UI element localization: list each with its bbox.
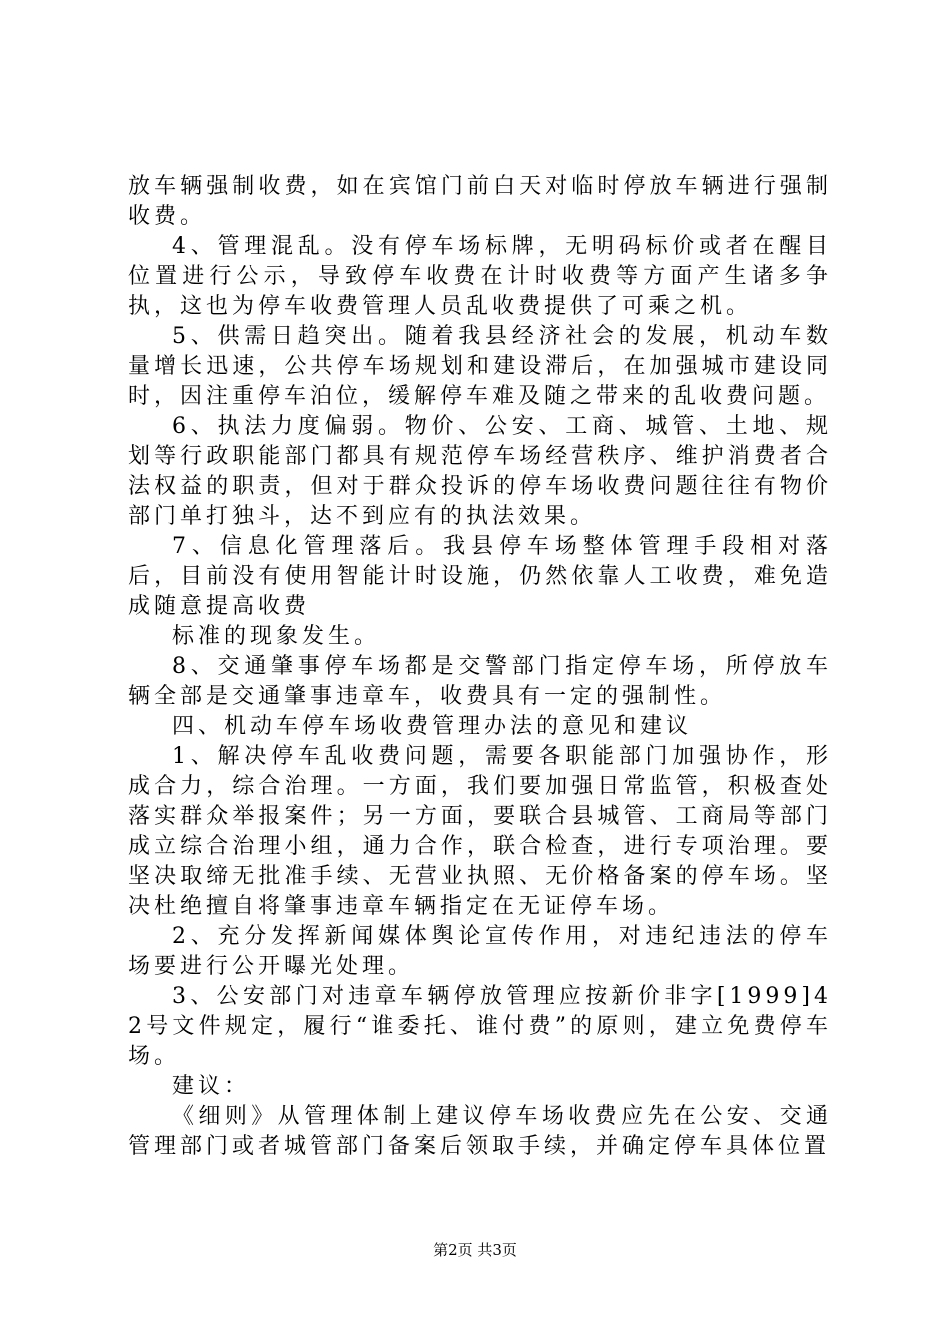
paragraph-4: 6、执法力度偏弱。物价、公安、工商、城管、土地、规划等行政职能部门都具有规范停车场经营秩序、维护消费者合法权益的职责，但对于群众投诉的停车场收费问题往往有物价部门单打独斗，达不到应有的执法效果。 [128,414,832,529]
paragraph-7: 8、交通肇事停车场都是交警部门指定停车场，所停放车辆全部是交通肇事违章车，收费具有一定的强制性。 [128,654,832,709]
document-body [128,172,832,1162]
paragraph-11: 《细则》从管理体制上建议停车场收费应先在公安、交通管理部门或者城管部门备案后领取手续，并确定停车具体位置 [128,1104,832,1159]
paragraph-6: 标准的现象发生。 [172,624,381,649]
paragraph-1: 放车辆强制收费，如在宾馆门前白天对临时停放车辆进行强制收费。 [128,174,832,229]
paragraph-10: 3、公安部门对违章车辆停放管理应按新价非字[1999]42号文件规定，履行“谁委托、谁付费”的原则，建立免费停车场。 [128,984,832,1069]
section-heading: 四、机动车停车场收费管理办法的意见和建议 [172,714,693,739]
suggestion-label: 建议： [172,1074,251,1099]
paragraph-5: 7、信息化管理落后。我县停车场整体管理手段相对落后，目前没有使用智能计时设施，仍然依靠人工收费，难免造成随意提高收费 [128,534,832,619]
page-number-footer: 第2页 共3页 [433,1241,517,1259]
paragraph-9: 2、充分发挥新闻媒体舆论宣传作用，对违纪违法的停车场要进行公开曝光处理。 [128,924,832,979]
paragraph-2: 4、管理混乱。没有停车场标牌，无明码标价或者在醒目位置进行公示，导致停车收费在计时收费等方面产生诸多争执，这也为停车收费管理人员乱收费提供了可乘之机。 [128,234,832,319]
paragraph-8: 1、解决停车乱收费问题，需要各职能部门加强协作，形成合力，综合治理。一方面，我们要加强日常监管，积极查处落实群众举报案件；另一方面，要联合县城管、工商局等部门成立综合治理小组，通力合作，联合检查，进行专项治理。要坚决取缔无批准手续、无营业执照、无价格备案的停车场。坚决杜绝擅自将肇事违章车辆指定在无证停车场。 [128,744,832,919]
paragraph-3: 5、供需日趋突出。随着我县经济社会的发展，机动车数量增长迅速，公共停车场规划和建设滞后，在加强城市建设同时，因注重停车泊位，缓解停车难及随之带来的乱收费问题。 [128,324,832,409]
